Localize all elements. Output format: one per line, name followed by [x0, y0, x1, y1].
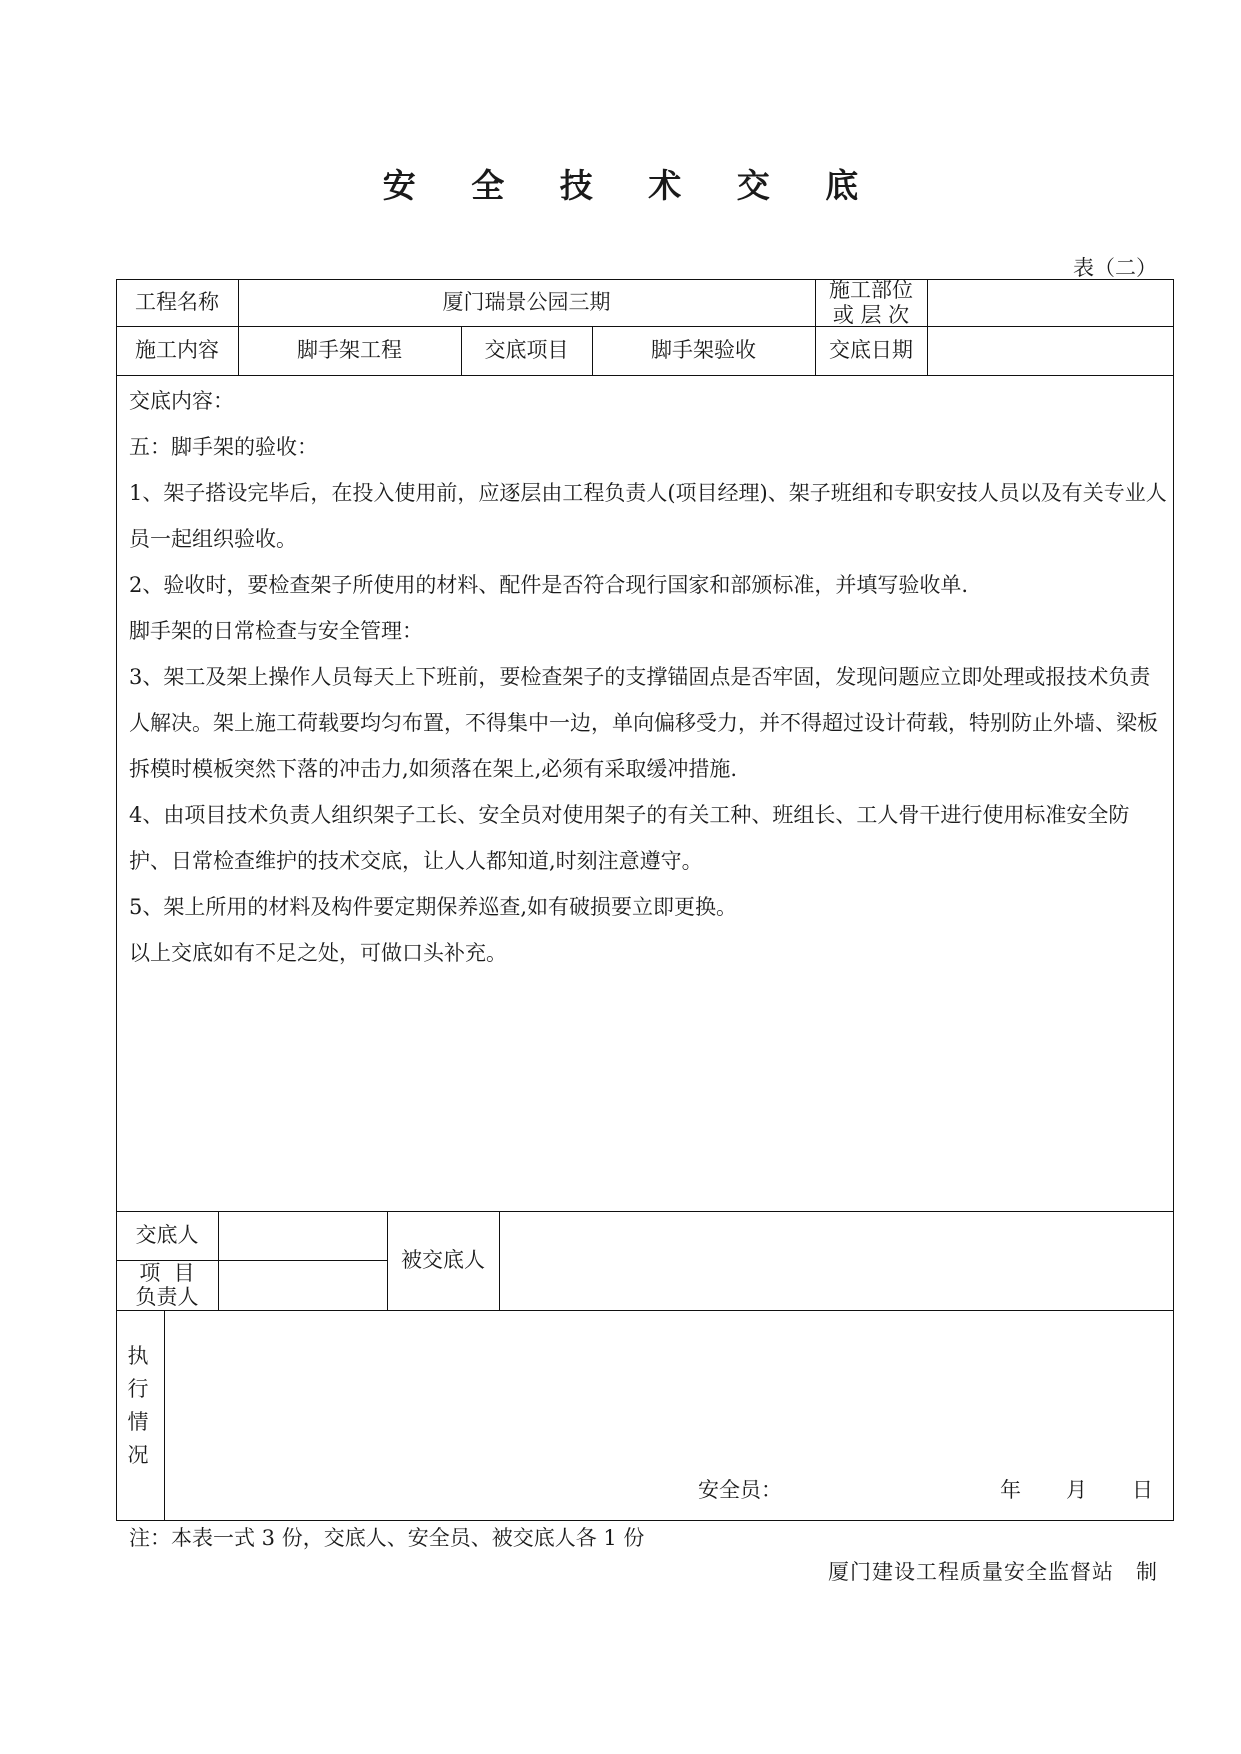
- content-label: 施工内容: [135, 338, 219, 363]
- form-note: 注：本表一式 3 份，交底人、安全员、被交底人各 1 份: [129, 1526, 645, 1550]
- date-label: 交底日期: [829, 338, 913, 363]
- content-line: 脚手架的日常检查与安全管理：: [129, 619, 423, 643]
- date-value: [927, 326, 1174, 375]
- receiver-label: 被交底人: [401, 1248, 485, 1273]
- receiver-signature-field[interactable]: [499, 1211, 1174, 1310]
- project-name-value: 厦门瑞景公园三期: [442, 290, 611, 315]
- giver-signature-field[interactable]: [218, 1211, 387, 1260]
- location-value: [927, 279, 1174, 326]
- day-label: 日: [1132, 1478, 1153, 1502]
- giver-label: 交底人: [135, 1223, 199, 1248]
- manager-label-line2: 负责人: [135, 1285, 199, 1309]
- col-divider: [164, 1310, 165, 1521]
- content-value: 脚手架工程: [297, 338, 402, 363]
- content-line: 1、架子搭设完毕后，在投入使用前，应逐层由工程负责人(项目经理)、架子班组和专职安技人员以及有关专业人员一起组织验收。: [129, 481, 1167, 551]
- execution-label-char: 行: [127, 1377, 149, 1401]
- location-label-line2: 或 层 次: [832, 302, 910, 327]
- year-label: 年: [1000, 1478, 1021, 1502]
- content-line: 5、架上所用的材料及构件要定期保养巡查,如有破损要立即更换。: [129, 895, 738, 919]
- location-label: [815, 279, 927, 326]
- row-divider: [116, 375, 1174, 376]
- content-line: 3、架工及架上操作人员每天上下班前，要检查架子的支撑锚固点是否牢固，发现问题应立即处理或报技术负责人解决。架上施工荷载要均匀布置，不得集中一边，单向偏移受力，并不得超过设计荷载，特别防止外墙、梁板拆模时模板突然下落的冲击力,如须落在架上,必须有采取缓冲措施.: [129, 665, 1158, 781]
- content-line: 以上交底如有不足之处，可做口头补充。: [129, 941, 507, 965]
- execution-label-char: 情: [127, 1410, 149, 1434]
- location-label-line1: 施工部位: [829, 278, 913, 303]
- form-number: 表（二）: [1073, 256, 1157, 280]
- manager-signature-field[interactable]: [218, 1260, 387, 1310]
- execution-label-char: 执: [127, 1344, 149, 1368]
- content-line: 4、由项目技术负责人组织架子工长、安全员对使用架子的有关工种、班组长、工人骨干进行使用标准安全防护、日常检查维护的技术交底，让人人都知道,时刻注意遵守。: [129, 803, 1130, 873]
- row-divider: [116, 1310, 1174, 1311]
- page-title: 安 全 技 术 交 底: [382, 166, 881, 205]
- manager-label: [116, 1260, 218, 1310]
- briefing-content: [129, 378, 1169, 976]
- issuer-footer: 厦门建设工程质量安全监督站 制: [828, 1560, 1158, 1584]
- execution-label: [126, 1340, 150, 1472]
- content-line: 五：脚手架的验收：: [129, 435, 318, 459]
- safety-officer-label: 安全员：: [698, 1478, 782, 1502]
- item-value: 脚手架验收: [651, 338, 756, 363]
- item-label: 交底项目: [484, 338, 569, 363]
- execution-label-char: 况: [127, 1443, 149, 1467]
- project-name-label: 工程名称: [135, 290, 219, 315]
- manager-label-line1: 项 目: [139, 1260, 195, 1285]
- month-label: 月: [1066, 1478, 1087, 1502]
- content-line: 2、验收时，要检查架子所使用的材料、配件是否符合现行国家和部颁标准，并填写验收单.: [129, 573, 969, 597]
- content-line: 交底内容：: [129, 389, 234, 413]
